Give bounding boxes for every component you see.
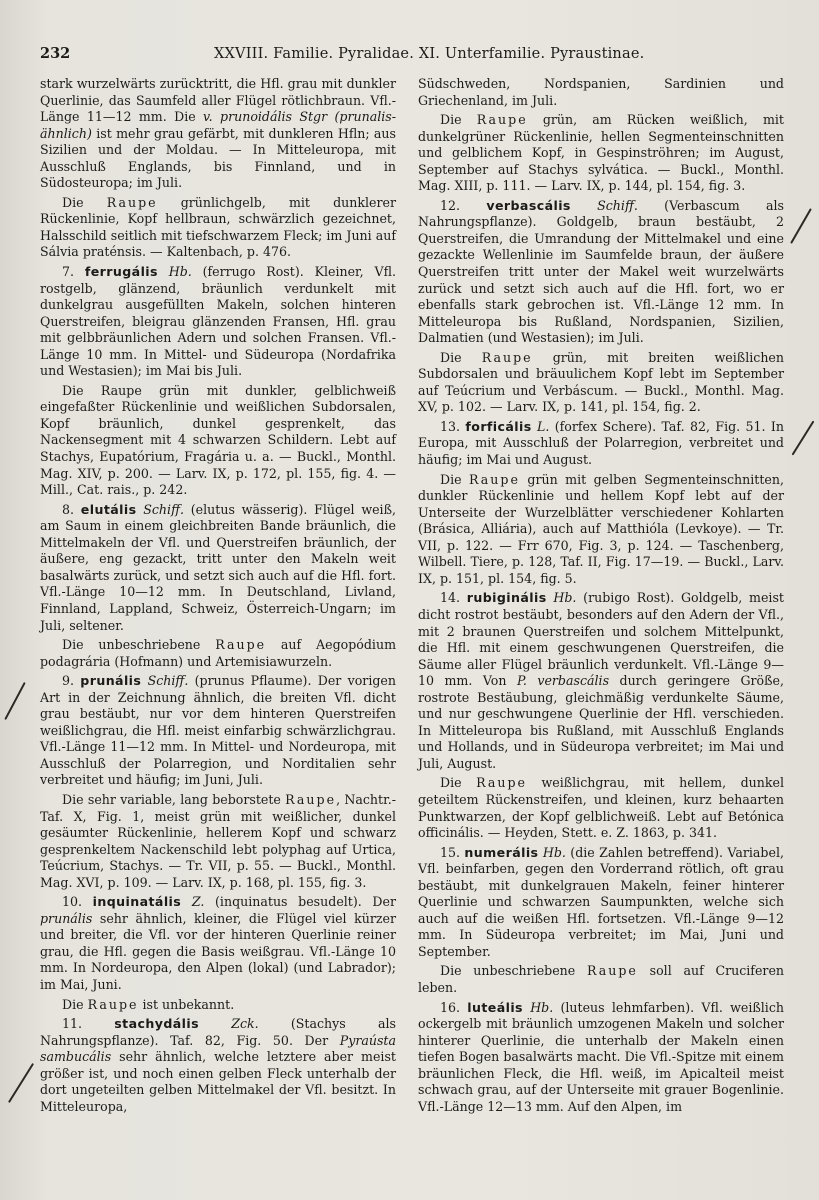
paragraph-text: (rubigo Rost). Goldgelb, meist dicht rostrot bestäubt, besonders auf den Adern der Vfl., mit 2 braunen Querstreifen und solchem Mittelpunkt, die Hfl. mit einem geschwungenen Querstreifen, die Säume aller Flügel bräunlich verdunkelt. Vfl.-Länge 9—10 mm. Von [418, 590, 784, 689]
spaced-term: Raupe [586, 963, 638, 979]
italic-text: prunális [40, 910, 93, 926]
paragraph-text: 15. [440, 844, 465, 860]
paragraph-text: weißlichgrau, mit hellem, dunkel geteiltem Rückenstreifen, und kleinen, kurz behaarten Punktwarzen, der Kopf gelblichweiß. Lebt auf Betónica officinális. — Heyden, Stett. e. Z. 1863, p. 341. [418, 775, 784, 841]
paragraph-text: Die [440, 471, 470, 487]
spaced-term: Raupe [106, 194, 158, 210]
paragraph-text [181, 894, 192, 909]
spaced-term: Raupe [476, 775, 527, 791]
paragraph [418, 472, 784, 588]
paragraph [418, 198, 784, 347]
paragraph-text [199, 1016, 231, 1031]
paragraph-text: grün, mit breiten weißlichen Subdorsalen und bräuulichem Kopf lebt im September auf Teúcrium und Verbáscum. — Buckl., Monthl. Mag. XV, p. 102. — Larv. IX, p. 141, pl. 154, fig. 2. [418, 349, 784, 415]
paragraph [418, 845, 784, 961]
paragraph-text: ist unbekannt. [138, 996, 235, 1012]
paragraph [40, 1016, 396, 1115]
paragraph-text: Die sehr variable, lang beborstete [62, 791, 286, 807]
paragraph-text: Die [62, 996, 88, 1012]
paragraph-text: (inquinatus besudelt). Der [204, 894, 396, 910]
paragraph [418, 76, 784, 109]
italic-text: Hb. [530, 999, 554, 1015]
italic-text: Z. [191, 894, 205, 910]
paragraph-text: ist mehr grau gefärbt, mit dunkleren Hfln; aus Sizilien und der Moldau. — In Mitteleuropa, mit Ausschluß Englands, bis Finnland, und in Südosteuropa; im Juli. [40, 125, 396, 191]
italic-text: Schiff. [143, 501, 184, 517]
right-column [418, 76, 784, 1118]
spaced-term: Raupe [476, 112, 528, 128]
paragraph [40, 383, 396, 499]
species-name: ferrugális [84, 264, 158, 280]
paragraph-text [571, 198, 597, 213]
paragraph-text: , Nachtr.-Taf. X, Fig. 1, meist grün mit weißlicher, dunkel gesäumter Rückenlinie, hellerem Kopf und schwarz gesprenkeltem Nackenschild lebt polyphag auf Urtica, Teúcrium, Stachys. — Tr. VII, p. 55. — Buckl., Monthl. Mag. XVI, p. 109. — Larv. IX, p. 168, pl. 155, fig. 3. [40, 791, 396, 890]
italic-text: L. [536, 418, 550, 434]
paragraph-text: (ferrugo Rost). Kleiner, Vfl. rostgelb, glänzend, bräunlich verdunkelt mit dunkelgrau ausgefüllten Makeln, solchen hinteren Querstreifen, bleigrau glänzenden Fransen, Hfl. grau mit gelbbräunlichen Adern und solchen Fransen. Vfl.-Länge 10 mm. In Mittel- und Südeuropa (Nordafrika und Westasien); im Mai bis Juli. [40, 264, 396, 379]
paragraph-text: (Stachys als Nahrungspflanze). Taf. 82, Fig. 50. Der [40, 1016, 396, 1048]
species-name: forficális [465, 418, 532, 434]
pencil-margin-mark [8, 1063, 34, 1103]
species-name: luteális [467, 999, 523, 1015]
paragraph [418, 1000, 784, 1116]
paragraph [40, 673, 396, 789]
paragraph-text: (Verbascum als Nahrungspflanze). Goldgelb, braun bestäubt, 2 Querstreifen, die Umrandung der Mittelmakel und eine gezackte Wellenlinie im Saumfelde braun, der äußere Querstreifen tritt unter der Makel weit wurzelwärts zurück und setzt sich auch auf die Hfl. fort, wo er ebenfalls stark gebrochen ist. Vfl.-Länge 12 mm. In Mitteleuropa bis Rußland, Nordspanien, Sizilien, Dalmatien (und Westasien); im Juli. [418, 197, 784, 346]
paragraph-text: sehr ähnlich, welche letztere aber meist größer ist, und noch einen gelben Fleck unterhalb der dort ungeteilten gelben Mittelmakel der Vfl. besitzt. In Mitteleuropa, [40, 1049, 396, 1114]
italic-text: Schiff. [597, 197, 638, 213]
paragraph-text: stark wurzelwärts zurücktritt, die Hfl. grau mit dunkler Querlinie, das Saumfeld aller Flügel rötlichbraun. Vfl.-Länge 11—12 mm. Die [40, 76, 396, 125]
paragraph-text: Die [440, 112, 477, 128]
paragraph-text: grün, am Rücken weißlich, mit dunkelgrüner Rückenlinie, hellen Segmenteinschnitten und gelblichem Kopf, in Gespinströhren; im August, September auf Stachys sylvática. — Buckl., Monthl. Mag. XIII, p. 111. — Larv. IX, p. 144, pl. 154, fig. 3. [418, 112, 784, 194]
paragraph [418, 590, 784, 772]
spaced-term: Raupe [87, 996, 139, 1012]
paragraph-text: grünlichgelb, mit dunklerer Rückenlinie, Kopf hellbraun, schwärzlich gezeichnet, Halsschild seitlich mit tiefschwarzem Fleck; im Juni auf Sálvia praténsis. — Kaltenbach, p. 476. [40, 194, 396, 260]
paragraph-text: 9. [62, 673, 81, 689]
spaced-term: Raupe [215, 637, 267, 653]
paragraph [40, 264, 396, 380]
italic-text: Pyraústa sambucális [40, 1032, 396, 1065]
spaced-term: Raupe [469, 471, 520, 487]
paragraph-text: Die unbeschriebene [62, 637, 216, 653]
species-name: inquinatális [92, 894, 182, 910]
paragraph-text: (elutus wässerig). Flügel weiß, am Saum in einem gleichbreiten Bande bräunlich, die Mittelmakeln der Vfl. und Querstreifen bräunlich, der äußere, eng gezackt, tritt unter den Makeln weit basalwärts zurück, und setzt sich auch auf die Hfl. fort. Vfl.-Länge 10—12 mm. In Deutschland, Livland, Finnland, Lappland, Schweiz, Österreich-Ungarn; im Juli, seltener. [40, 501, 396, 633]
paragraph-text: Die [440, 349, 482, 365]
italic-text: Zck. [231, 1016, 259, 1032]
paragraph-text: (luteus lehmfarben). Vfl. weißlich ockergelb mit bräunlich umzogenen Makeln und solcher hinterer Querlinie, die unterhalb der Makeln einen tiefen Bogen basalwärts macht. Die Vfl.-Spitze mit einem bräunlichen Fleck, die Hfl. weiß, im Apicalteil meist schwach grau, auf der Unterseite mit grauer Bogenlinie. Vfl.-Länge 12—13 mm. Auf den Alpen, im [418, 999, 784, 1114]
paragraph [40, 502, 396, 634]
paragraph-text: 8. [62, 501, 81, 517]
species-name: rubiginális [466, 590, 547, 606]
species-name: numerális [464, 844, 539, 860]
paragraph-text: Die [62, 194, 107, 210]
species-name: verbascális [486, 197, 571, 213]
paragraph-text: 14. [440, 590, 467, 606]
paragraph [418, 775, 784, 841]
species-name: elutális [80, 501, 137, 517]
species-name: prunális [80, 673, 142, 689]
italic-text: Schiff. [147, 673, 189, 689]
spaced-term: Raupe [481, 349, 533, 365]
paragraph [40, 894, 396, 993]
paragraph [40, 195, 396, 261]
italic-text: Hb. [168, 264, 192, 280]
paragraph-text: grün mit gelben Segmenteinschnitten, dunkler Rückenlinie und hellem Kopf lebt auf der Unterseite der Wurzelblätter verschiedener Kohlarten (Brásica, Alliária), auch auf Matthióla (Levkoye). — Tr. VII, p. 122. — Frr 670, Fig. 3, p. 124. — Taschenberg, Wilbell. Tiere, p. 128, Taf. II, Fig. 17—19. — Buckl., Larv. IX, p. 151, pl. 154, fig. 5. [418, 471, 784, 586]
species-name: stachydális [114, 1016, 199, 1032]
paragraph [40, 637, 396, 670]
italic-text: P. verbascális [516, 673, 610, 689]
paragraph-text: Die unbeschriebene [440, 963, 587, 979]
pencil-margin-mark [4, 682, 25, 720]
paragraph-text: Die [440, 775, 477, 791]
paragraph-text: Die Raupe grün mit dunkler, gelblichweiß eingefaßter Rückenlinie und weißlichen Subdorsalen, Kopf bräunlich, dunkel gesprenkelt, das Nackensegment mit 4 schwarzen Schildern. Lebt auf Stachys, Eupatórium, Fragária u. a. — Buckl., Monthl. Mag. XIV, p. 200. — Larv. IX, p. 172, pl. 155, fig. 4. — Mill., Cat. rais., p. 242. [40, 382, 396, 498]
paragraph [40, 76, 396, 192]
paragraph [40, 997, 396, 1014]
paragraph-text [158, 264, 169, 279]
paragraph-text: 7. [62, 264, 85, 280]
page-number: 232 [40, 45, 71, 62]
paragraph-text: 11. [62, 1016, 115, 1032]
paragraph-text: 12. [440, 197, 487, 213]
paragraph-text: (prunus Pflaume). Der vorigen Art in der Zeichnung ähnlich, die breiten Vfl. dicht grau bestäubt, nur vor dem hinteren Querstreifen weißlichgrau, die Hfl. meist einfarbig schwärzlichgrau. Vfl.-Länge 11—12 mm. In Mittel- und Nordeuropa, mit Ausschluß der Polarregion, und Norditalien sehr verbreitet und häufig; im Juni, Juli. [40, 673, 396, 788]
italic-text: Hb. [553, 590, 577, 606]
pencil-margin-mark [792, 421, 815, 456]
paragraph-text: 16. [440, 999, 468, 1015]
paragraph [418, 963, 784, 996]
paragraph-text: sehr ähnlich, kleiner, die Flügel viel kürzer und breiter, die Vfl. vor der hinteren Querlinie reiner grau, die Hfl. gegen die Basis weißgrau. Vfl.-Länge 10 mm. In Nordeuropa, den Alpen (lokal) (und Labrador); im Mai, Juni. [40, 910, 396, 992]
paragraph-text: 10. [62, 894, 93, 910]
paragraph-text: (die Zahlen betreffend). Variabel, Vfl. beinfarben, gegen den Vorderrand rötlich, oft grau bestäubt, mit dunkelgrauen Makeln, feiner hinterer Querlinie und schwarzen Saumpunkten, welche sich auch auf die weißen Hfl. fortsetzen. Vfl.-Länge 9—12 mm. In Südeuropa verbreitet; im Mai, Juni und September. [418, 844, 784, 959]
pencil-margin-mark [790, 208, 812, 244]
paragraph [418, 419, 784, 469]
paragraph-text: Südschweden, Nordspanien, Sardinien und Griechenland, im Juli. [418, 76, 784, 108]
italic-text: v. prunoidális Stgr (prunalis-ähnlich) [40, 109, 396, 141]
paragraph-text: soll auf Cruciferen leben. [418, 963, 785, 995]
left-column [40, 76, 396, 1118]
page-header [40, 44, 800, 64]
paragraph [418, 350, 784, 416]
paragraph-text: 13. [440, 418, 466, 434]
paragraph [40, 792, 396, 891]
running-title: XXVIII. Familie. Pyralidae. XI. Unterfamilie. Pyraustinae. [214, 46, 645, 62]
italic-text: Hb. [542, 844, 566, 860]
spaced-term: Raupe [285, 791, 337, 807]
paragraph-text: (forfex Schere). Taf. 82, Fig. 51. In Europa, mit Ausschluß der Polarregion, verbreitet und häufig; im Mai und August. [418, 418, 784, 468]
paragraph-text: auf Aegopódium podagrária (Hofmann) und Artemisiawurzeln. [40, 637, 397, 669]
paragraph-text: durch geringere Größe, rostrote Bestäubung, gleichmäßig verdunkelte Säume, und nur geschwungene Querlinie der Hfl. verschieden. In Mitteleuropa bis Rußland, mit Ausschluß Englands und Hollands, und in Südeuropa verbreitet; im Mai und Juli, August. [418, 673, 784, 771]
paragraph [418, 112, 784, 195]
